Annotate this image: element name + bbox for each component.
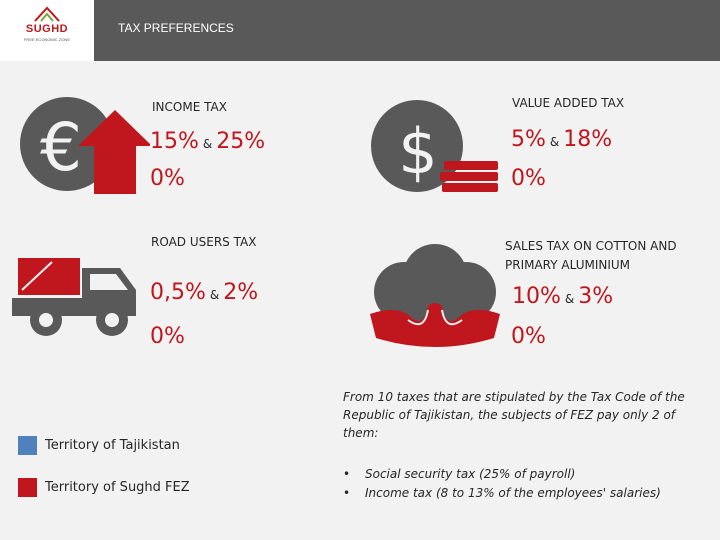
fez-tax-list: [343, 465, 713, 503]
road-tax-amp: &: [209, 288, 220, 302]
income-tax-rates: [150, 129, 265, 154]
svg-text:$: $: [398, 115, 438, 188]
income-tax-rate-a: 15%: [150, 129, 199, 154]
logo-text: SUGHD: [25, 23, 69, 35]
sales-tax-rate-b: 3%: [578, 284, 614, 309]
vat-amp: &: [549, 135, 560, 149]
legend-swatch-sughd: [18, 478, 37, 497]
road-tax-label: ROAD USERS TAX: [151, 235, 257, 249]
sales-tax-label-line2: PRIMARY ALUMINIUM: [505, 258, 631, 272]
vat-rate-b: 18%: [563, 127, 613, 152]
cotton-icon: [368, 244, 502, 352]
list-item: • Income tax (8 to 13% of the employees' salaries): [343, 484, 713, 503]
logo[interactable]: [0, 0, 94, 61]
header-bar: [0, 0, 720, 61]
page-title: TAX PREFERENCES: [118, 21, 234, 35]
vat-rate-a: 5%: [511, 127, 546, 152]
vat-fez-rate: 0%: [511, 166, 546, 191]
income-tax-label: INCOME TAX: [152, 100, 227, 114]
income-tax-amp: &: [202, 137, 213, 151]
road-tax-rate-a: 0,5%: [150, 280, 206, 305]
sales-tax-label: [505, 237, 677, 275]
sales-tax-fez-rate: 0%: [511, 324, 546, 349]
road-tax-rates: [150, 280, 258, 305]
list-item: • Social security tax (25% of payroll): [343, 465, 713, 484]
road-tax-fez-rate: 0%: [150, 324, 185, 349]
euro-up-arrow-icon: [20, 94, 150, 199]
house-logo-icon: [33, 5, 61, 23]
income-tax-fez-rate: 0%: [150, 166, 185, 191]
legend-swatch-tajikistan: [18, 436, 37, 455]
vat-label: VALUE ADDED TAX: [512, 96, 625, 110]
sales-tax-rates: [512, 284, 613, 309]
logo-subtext: FREE ECONOMIC ZONE: [23, 37, 70, 42]
svg-text:€: €: [40, 109, 82, 186]
vat-rates: [511, 127, 612, 152]
income-tax-rate-b: 25%: [216, 129, 266, 154]
truck-icon: [12, 250, 144, 345]
sales-tax-amp: &: [564, 292, 575, 306]
road-tax-rate-b: 2%: [223, 280, 259, 305]
fez-note: From 10 taxes that are stipulated by the Tax Code of the Republic of Tajikistan, the subjects of FEZ pay only 2 of them:: [343, 390, 685, 440]
dollar-coin-icon: [370, 99, 498, 194]
legend-label-sughd: Territory of Sughd FEZ: [45, 480, 190, 495]
legend-label-tajikistan: Territory of Tajikistan: [45, 438, 180, 453]
sales-tax-label-line1: SALES TAX ON COTTON AND: [505, 239, 677, 253]
sales-tax-rate-a: 10%: [512, 284, 561, 309]
